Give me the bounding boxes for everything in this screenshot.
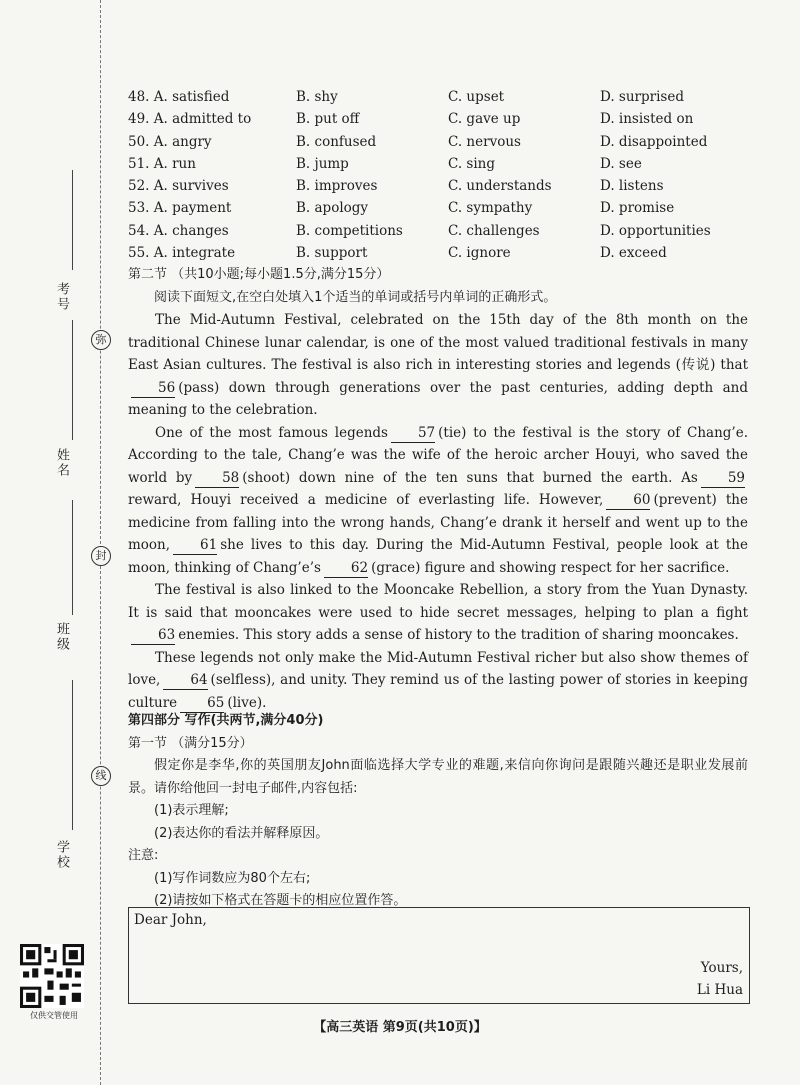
section-2 bbox=[128, 264, 748, 714]
text-run: (shoot) down nine of the ten suns that burned the earth. As bbox=[242, 469, 698, 486]
option-row bbox=[128, 175, 748, 197]
option-row bbox=[128, 153, 748, 175]
text-run: These legends not only make the Mid-Autumn Festival richer but also show themes of love, bbox=[128, 649, 748, 688]
option-row bbox=[128, 131, 748, 153]
part-4-subheading: 第一节 （满分15分） bbox=[128, 735, 253, 751]
option-row bbox=[128, 197, 748, 219]
option-b: B. jump bbox=[296, 155, 349, 172]
text-run: enemies. This story adds a sense of history to the tradition of sharing mooncakes. bbox=[178, 627, 739, 643]
option-d: D. insisted on bbox=[600, 111, 694, 128]
option-c: C. ignore bbox=[448, 245, 511, 262]
option-c: C. understands bbox=[448, 178, 552, 195]
blank-59: 59 bbox=[701, 470, 745, 488]
text-run: she lives to this day. During the Mid-Autumn Festival, people look at the moon, thinking of Chang’e’s bbox=[128, 537, 748, 576]
option-a: 49. A. admitted to bbox=[128, 111, 252, 128]
choice-options bbox=[128, 86, 748, 264]
option-a: 51. A. run bbox=[128, 155, 196, 172]
option-c: C. nervous bbox=[448, 133, 521, 150]
blank-64: 64 bbox=[163, 672, 207, 690]
note-1: (1)写作词数应为80个左右; bbox=[154, 870, 311, 886]
option-c: C. upset bbox=[448, 89, 505, 105]
note-label: 注意: bbox=[128, 848, 159, 863]
blank-56: 56 bbox=[131, 380, 175, 398]
option-d: D. promise bbox=[600, 200, 675, 217]
part-4-heading: 第四部分 写作(共两节,满分40分) bbox=[128, 713, 324, 728]
option-a: 53. A. payment bbox=[128, 200, 232, 217]
option-d: D. disappointed bbox=[600, 133, 708, 150]
text-run: (selfless), and unity. They remind us of the lasting power of stories in keeping culture bbox=[128, 672, 748, 711]
exam-number-line bbox=[72, 170, 73, 270]
option-a: 50. A. angry bbox=[128, 133, 212, 150]
page-footer: 【高三英语 第9页(共10页)】 bbox=[313, 1020, 487, 1035]
option-a: 55. A. integrate bbox=[128, 245, 236, 262]
class-label: 班级 bbox=[54, 622, 69, 652]
blank-62: 62 bbox=[324, 560, 368, 578]
prompt-point-1: (1)表示理解; bbox=[154, 803, 229, 818]
answer-box bbox=[128, 907, 750, 1004]
blank-58: 58 bbox=[195, 470, 239, 488]
option-c: C. sing bbox=[448, 155, 496, 172]
passage-paragraph-4 bbox=[128, 647, 748, 715]
text-run: The Mid-Autumn Festival, celebrated on the 15th day of the 8th month on the traditional Chinese lunar calendar, is one of the most valued traditional festivals in many East Asian cultures. The festival is also rich in interesting stories and legends (传说) that bbox=[128, 312, 748, 373]
exam-number-label: 考号 bbox=[54, 282, 69, 312]
passage-paragraph-3 bbox=[128, 579, 748, 647]
option-b: B. improves bbox=[296, 178, 378, 195]
letter-signature: Li Hua bbox=[696, 982, 743, 998]
option-b: B. confused bbox=[296, 133, 377, 150]
option-row bbox=[128, 108, 748, 130]
prompt-point-2: (2)表达你的看法并解释原因。 bbox=[154, 825, 329, 841]
seal-mark-feng: 封 bbox=[91, 546, 111, 566]
option-c: C. gave up bbox=[448, 111, 521, 128]
option-b: B. support bbox=[296, 245, 368, 262]
option-row bbox=[128, 220, 748, 242]
school-label: 学校 bbox=[54, 840, 69, 870]
blank-61: 61 bbox=[173, 537, 217, 555]
option-a: 52. A. survives bbox=[128, 178, 229, 195]
option-c: C. sympathy bbox=[448, 200, 533, 217]
option-b: B. shy bbox=[296, 89, 338, 105]
writing-prompt: 假定你是李华,你的英国朋友John面临选择大学专业的难题,来信向你询问是跟随兴趣还是职业发展前景。请你给他回一封电子邮件,内容包括: bbox=[128, 758, 748, 796]
text-run: reward, Houyi received a medicine of everlasting life. However, bbox=[128, 492, 604, 508]
school-line bbox=[72, 680, 73, 830]
option-d: D. exceed bbox=[600, 245, 667, 262]
blank-63: 63 bbox=[131, 627, 175, 645]
option-b: B. put off bbox=[296, 111, 360, 128]
text-run: (grace) figure and showing respect for her sacrifice. bbox=[371, 559, 730, 576]
text-run: The festival is also linked to the Mooncake Rebellion, a story from the Yuan Dynasty. It is said that mooncakes were used to hide secret messages, helping to plan a fight bbox=[128, 582, 748, 621]
qr-note: 仅供交管使用 bbox=[30, 1011, 78, 1020]
option-d: D. opportunities bbox=[600, 222, 711, 239]
option-a: 48. A. satisfied bbox=[128, 89, 230, 105]
qr-code-icon bbox=[20, 944, 84, 1008]
option-b: B. apology bbox=[296, 200, 369, 217]
letter-greeting: Dear John, bbox=[134, 912, 207, 928]
option-b: B. competitions bbox=[296, 222, 403, 239]
seal-mark-xian: 线 bbox=[91, 766, 111, 786]
option-d: D. listens bbox=[600, 178, 664, 195]
text-run: (live). bbox=[227, 694, 267, 711]
name-line bbox=[72, 320, 73, 440]
note-2: (2)请按如下格式在答题卡的相应位置作答。 bbox=[154, 893, 407, 908]
option-a: 54. A. changes bbox=[128, 222, 229, 239]
option-d: D. surprised bbox=[600, 89, 684, 105]
option-row bbox=[128, 242, 748, 264]
part-4-writing bbox=[128, 710, 748, 913]
blank-57: 57 bbox=[391, 425, 435, 443]
blank-65: 65 bbox=[180, 695, 224, 713]
section-2-heading: 第二节 （共10小题;每小题1.5分,满分15分） bbox=[128, 267, 390, 282]
name-label: 姓名 bbox=[54, 448, 69, 478]
text-run: (pass) down through generations over the past centuries, adding depth and meaning to the celebration. bbox=[128, 379, 748, 418]
text-run: (prevent) the medicine from falling into the wrong hands, Chang’e drank it herself and went up to the moon, bbox=[128, 492, 748, 553]
option-c: C. challenges bbox=[448, 222, 540, 239]
seal-mark-mi: 弥 bbox=[91, 330, 111, 350]
option-d: D. see bbox=[600, 155, 642, 172]
text-run: One of the most famous legends bbox=[155, 424, 388, 441]
blank-60: 60 bbox=[606, 492, 650, 510]
passage-paragraph-1 bbox=[128, 309, 748, 422]
text-run: (tie) to the festival is the story of Chang’e. According to the tale, Chang’e was the wife of the heroic archer Houyi, who saved the world by bbox=[128, 424, 748, 486]
passage-paragraph-2 bbox=[128, 422, 748, 580]
section-2-instruction: 阅读下面短文,在空白处填入1个适当的单词或括号内单词的正确形式。 bbox=[154, 289, 557, 305]
letter-closing: Yours, bbox=[700, 960, 743, 976]
option-row bbox=[128, 86, 748, 108]
class-line bbox=[72, 500, 73, 615]
binding-dashed-line bbox=[100, 0, 101, 1085]
